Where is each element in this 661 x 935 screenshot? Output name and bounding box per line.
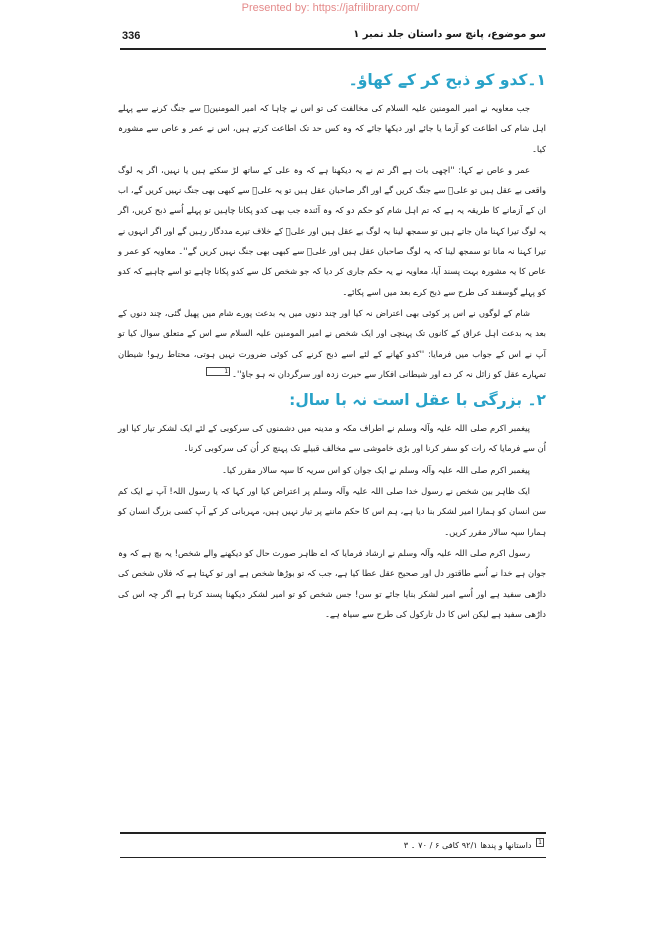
section-2-heading: ۲۔ بزرگی با عقل است نہ با سال: [289, 391, 546, 410]
page-content [118, 68, 546, 625]
section-1-paragraph: جب معاویہ نے امیر المومنین علیہ السلام کی مخالفت کی تو اس نے چاہا کہ امیر المومنینؑ سے جنگ کرنے سے پہلے اہل شام کی اطاعت کو آزما یا جائے اور دیکھا جائے کہ وہ کس حد تک اطاعت کرتے ہیں، اس نے عمر و عاص سے مشورہ کیا۔ [118, 103, 546, 154]
section-1-paragraph: عمر و عاص نے کہا: ''اچھی بات ہے اگر تم نے یہ دیکھنا ہے کہ وہ علی کے ساتھ لڑ سکتے ہیں یا نہیں، اگر یہ لوگ واقعی بے عقل ہیں تو علیؑ سے جنگ کریں گے اور اگر صاحبان عقل ہیں تو یہ علیؑ سے کبھی بھی جنگ نہیں کریں گے، اب ان کے آزمانے کا طریقہ یہ ہے کہ تم اہل شام کو حکم دو کہ وہ آئندہ جب بھی کدو پکانا چاہیں تو پہلے اُسے ذبح کریں، اگر یہ لوگ تیرا کہنا مان جاتے ہیں تو سمجھ لینا یہ لوگ بے عقل ہیں اور علیؑ کے خلاف تیرے مددگار رہیں گے اور اگر انہوں نے تیرا کہنا نہ مانا تو سمجھ لینا کہ یہ لوگ صاحبان عقل ہیں اور علیؑ سے کبھی بھی جنگ نہیں کریں گے''۔ معاویہ کو عمر و عاص کا یہ مشورہ بہت پسند آیا، معاویہ نے یہ حکم جاری کر دیا کہ جو شخص کل سے کدو پکانا چاہے تو اسے چاہیے کہ کدو کو پہلے گوسفند کی طرح سے ذبح کرے بعد میں اسے پکائے۔ [118, 164, 546, 297]
section-2-paragraph: رسول اکرم صلی اللہ علیہ وآلہ وسلم نے ارشاد فرمایا کہ اے ظاہر صورت حال کو دیکھنے والے شخص! یہ بچ ہے کہ وہ جوان ہے خدا نے اُسے طاقتور دل اور صحیح عقل عطا کیا ہے، جب کہ تو بوڑھا شخص ہے اور تو کہتا ہے کہ فلاں شخص کی داڑھی سفید ہے اور اُسے امیر لشکر بنایا جائے تو سن! جس شخص کو تو امیر لشکر دیکھنا پسند کرتا ہے اگر چہ اس کی داڑھی سفید ہے لیکن اس کا دل تارکول کی طرح سے سیاہ ہے۔ [118, 547, 546, 619]
footnote-divider [120, 832, 546, 834]
footnote-number: 1 [538, 839, 542, 847]
footnote-marker[interactable]: 1 [206, 367, 230, 376]
section-1-heading: ۱۔کدو کو ذبح کر کے کھاؤ۔ [348, 71, 546, 89]
section-2-paragraph: پیغمبر اکرم صلی اللہ علیہ وآلہ وسلم نے ایک جوان کو اس سریہ کا سپہ سالار مقرر کیا۔ [222, 464, 530, 475]
page-header [120, 28, 546, 50]
section-2-paragraph: ایک ظاہر بین شخص نے رسول خدا صلی اللہ علیہ وآلہ وسلم پر اعتراض کیا اور کہا کہ یا رسول اللہ! آپ نے ایک کم سن انسان کو ہمارا امیر لشکر بنا دیا ہے، ہم اس کا حکم ماننے پر تیار نہیں ہیں، مہربانی کر کے آپ کسی بزرگ انسان کو ہمارا سپہ سالار مقرر کریں۔ [118, 486, 546, 537]
footnote-text: داستانھا و پندھا ۹۲/۱ کافی ۶ / ۷۰ ۔ ۳ [403, 840, 532, 850]
watermark: Presented by: https://jafrilibrary.com/ [241, 2, 420, 14]
footnote-bottom-divider [120, 857, 546, 858]
footnote [120, 838, 546, 852]
section-2-paragraph: پیغمبر اکرم صلی اللہ علیہ وآلہ وسلم نے اطراف مکہ و مدینہ میں دشمنوں کی سرکوبی کے لئے ایک لشکر تیار کیا اور اُن سے فرمایا کہ رات کو سفر کرنا اور بڑی خاموشی سے مخالف قبیلے تک پہنچ کر اُن کی سرکوبی کرنا۔ [118, 423, 546, 454]
book-title: سو موضوع، پانچ سو داستان جلد نمبر ۱ [353, 29, 546, 40]
paragraph-text: شام کے لوگوں نے اس پر کوئی بھی اعتراض نہ کیا اور چند دنوں میں یہ بدعت پورے شام میں پھیل گئی، چند دنوں کے بعد یہ بدعت اہل عراق کے کانوں تک پہنچی اور ایک شخص نے امیر المومنین علیہ السلام سے اس کے متعلق سوال کیا تو آپ نے اس کے جواب میں فرمایا: ''کدو کھانے کے لئے اسے ذبح کرنے کی کوئی ضرورت نہیں ہوتی، محتاط رہو! شیطان تمہارے عقل کو زائل نہ کر دے اور شیطانی افکار سے حیرت زدہ اور سرگردان نہ ہو جاؤ''۔ [118, 307, 546, 379]
page-number: 336 [122, 30, 141, 42]
section-1-paragraph [118, 303, 546, 384]
